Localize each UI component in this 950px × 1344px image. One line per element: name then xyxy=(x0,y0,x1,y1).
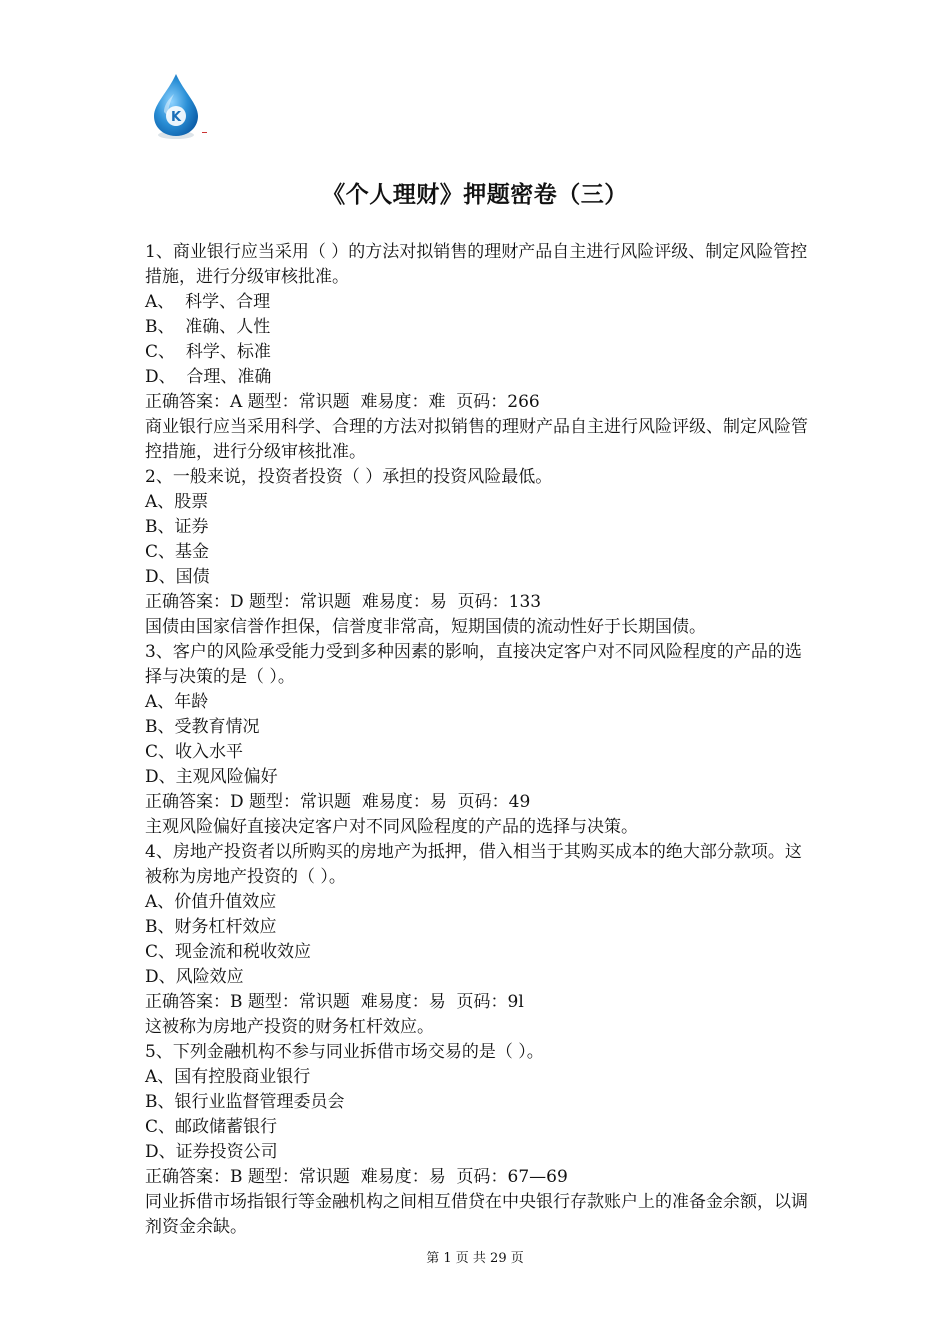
explanation: 同业拆借市场指银行等金融机构之间相互借贷在中央银行存款账户上的准备金余额，以调剂资金余缺。 xyxy=(145,1192,808,1237)
question-stem: 2、一般来说，投资者投资（ ）承担的投资风险最低。 xyxy=(145,467,553,487)
explanation: 主观风险偏好直接决定客户对不同风险程度的产品的选择与决策。 xyxy=(145,817,638,837)
document-title: 《个人理财》押题密卷（三） xyxy=(322,182,628,208)
logo-letter: K xyxy=(170,110,182,125)
answer-line: 正确答案：B 题型：常识题 难易度：易 页码：9l xyxy=(145,992,524,1012)
question-3 xyxy=(145,640,813,840)
question-stem: 5、下列金融机构不参与同业拆借市场交易的是（ ）。 xyxy=(145,1042,544,1062)
option-a: A、年龄 xyxy=(145,692,209,712)
answer-line: 正确答案：B 题型：常识题 难易度：易 页码：67—69 xyxy=(145,1167,568,1187)
logo-underline-mark xyxy=(202,132,207,133)
option-a: A、价值升值效应 xyxy=(145,892,277,912)
option-c: C、收入水平 xyxy=(145,742,244,762)
option-b: B、 准确、人性 xyxy=(145,317,271,337)
option-b: B、银行业监督管理委员会 xyxy=(145,1092,345,1112)
question-stem: 1、商业银行应当采用（ ）的方法对拟销售的理财产品自主进行风险评级、制定风险管控措施，进行分级审核批准。 xyxy=(145,242,808,287)
answer-line: 正确答案：D 题型：常识题 难易度：易 页码：133 xyxy=(145,592,542,612)
answer-line: 正确答案：A 题型：常识题 难易度：难 页码：266 xyxy=(145,392,540,412)
option-c: C、邮政储蓄银行 xyxy=(145,1117,278,1137)
option-b: B、证券 xyxy=(145,517,209,537)
option-d: D、证券投资公司 xyxy=(145,1142,278,1162)
option-c: C、现金流和税收效应 xyxy=(145,942,312,962)
question-4 xyxy=(145,840,813,1040)
question-list xyxy=(145,240,813,1240)
page-footer: 第 1 页 共 29 页 xyxy=(426,1251,524,1266)
option-d: D、 合理、准确 xyxy=(145,367,272,387)
question-2 xyxy=(145,465,813,640)
question-5 xyxy=(145,1040,813,1240)
option-d: D、风险效应 xyxy=(145,967,244,987)
answer-line: 正确答案：D 题型：常识题 难易度：易 页码：49 xyxy=(145,792,531,812)
question-stem: 3、客户的风险承受能力受到多种因素的影响，直接决定客户对不同风险程度的产品的选择与决策的是（ ）。 xyxy=(145,642,802,687)
option-b: B、受教育情况 xyxy=(145,717,260,737)
option-a: A、国有控股商业银行 xyxy=(145,1067,311,1087)
option-a: A、 科学、合理 xyxy=(145,292,271,312)
option-d: D、国债 xyxy=(145,567,210,587)
option-c: C、 科学、标准 xyxy=(145,342,271,362)
option-d: D、主观风险偏好 xyxy=(145,767,278,787)
explanation: 这被称为房地产投资的财务杠杆效应。 xyxy=(145,1017,434,1037)
question-stem: 4、房地产投资者以所购买的房地产为抵押，借入相当于其购买成本的绝大部分款项。这被称为房地产投资的（ ）。 xyxy=(145,842,802,887)
explanation: 商业银行应当采用科学、合理的方法对拟销售的理财产品自主进行风险评级、制定风险管控措施，进行分级审核批准。 xyxy=(145,417,808,462)
k-droplet-logo-icon xyxy=(146,72,206,142)
question-1 xyxy=(145,240,813,465)
explanation: 国债由国家信誉作担保，信誉度非常高，短期国债的流动性好于长期国债。 xyxy=(145,617,706,637)
option-c: C、基金 xyxy=(145,542,210,562)
option-b: B、财务杠杆效应 xyxy=(145,917,277,937)
option-a: A、股票 xyxy=(145,492,209,512)
